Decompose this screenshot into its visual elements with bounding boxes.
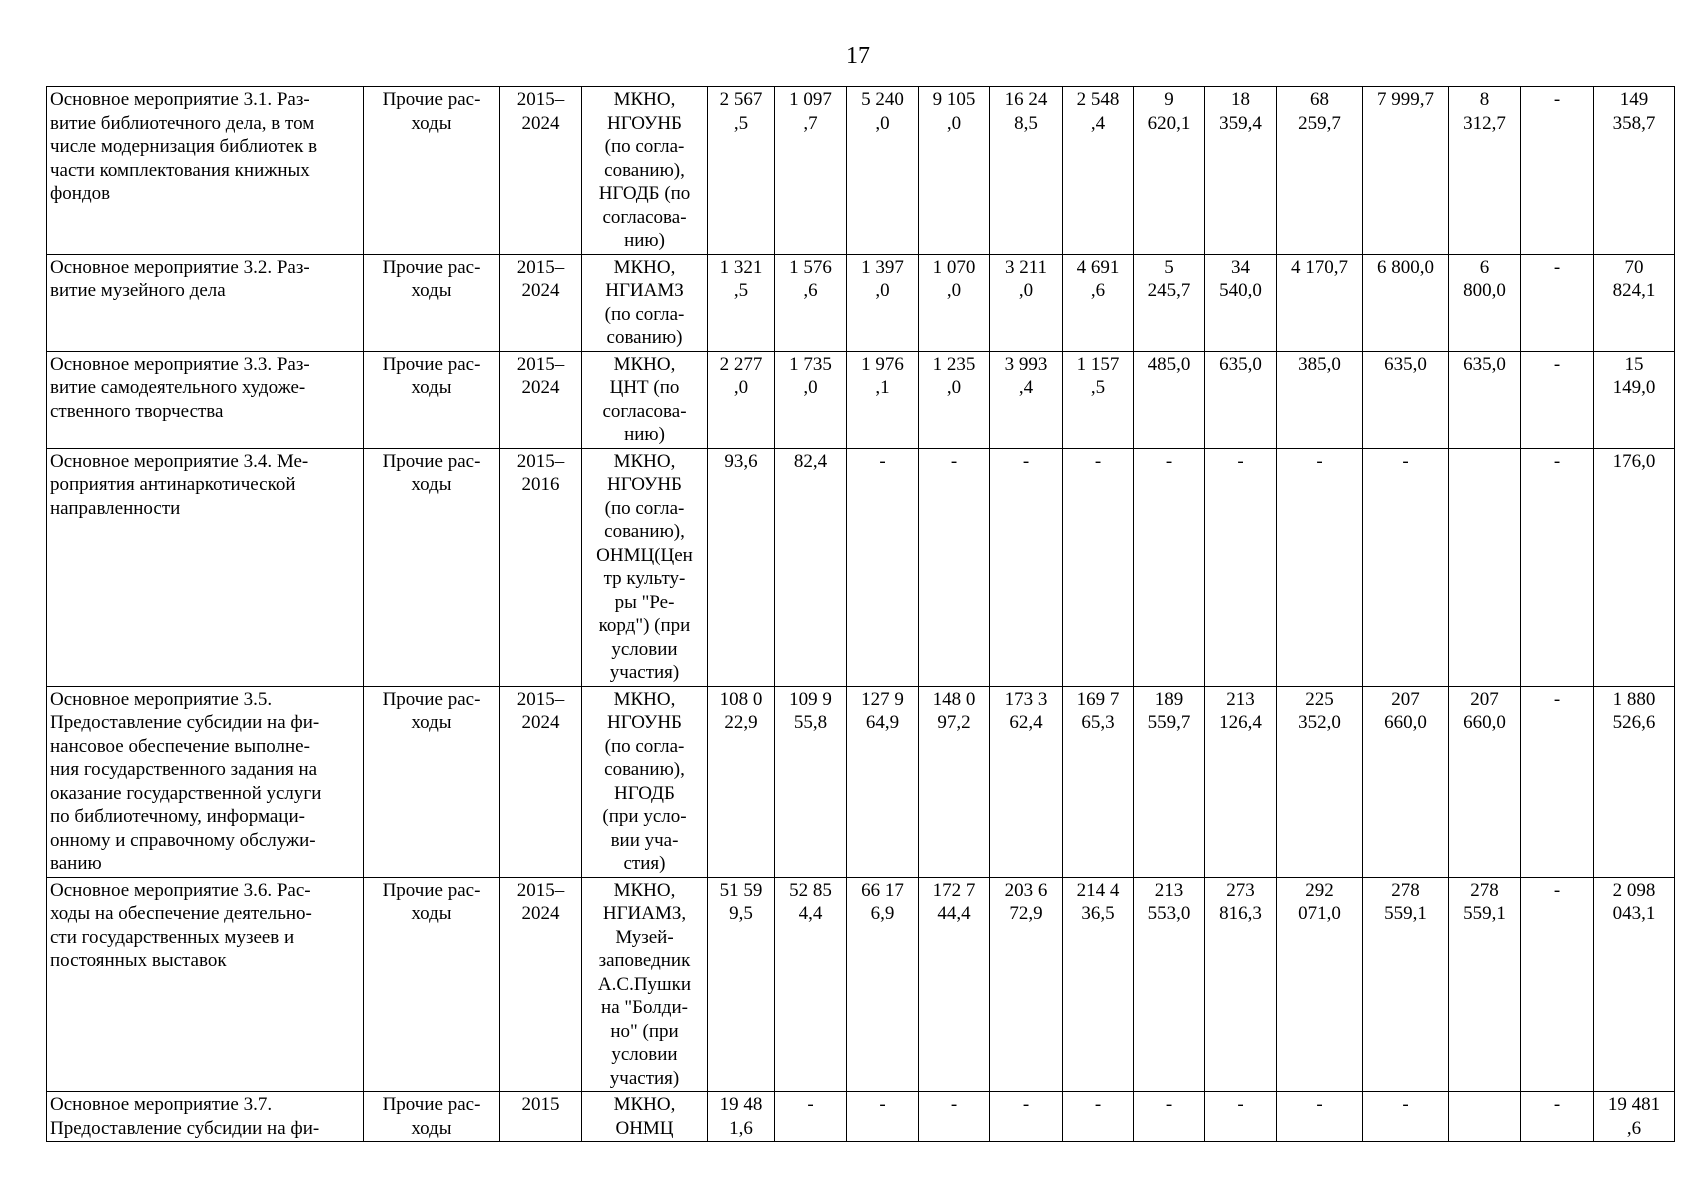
- value-cell: 2 277 ,0: [708, 351, 775, 448]
- years-cell: 2015: [500, 1092, 582, 1142]
- value-cell: -: [1205, 448, 1277, 686]
- event-name-cell: Основное мероприятие 3.3. Раз- витие самодеятельного художе- ственного творчества: [47, 351, 364, 448]
- table-row: [47, 1092, 1675, 1142]
- years-cell: 2015– 2024: [500, 254, 582, 351]
- value-cell: 66 17 6,9: [847, 877, 919, 1092]
- event-name-cell: Основное мероприятие 3.7. Предоставление субсидии на фи-: [47, 1092, 364, 1142]
- value-cell: 4 691 ,6: [1063, 254, 1134, 351]
- value-cell: 93,6: [708, 448, 775, 686]
- value-cell: 68 259,7: [1277, 87, 1363, 255]
- value-cell: -: [1521, 87, 1594, 255]
- executor-cell: МКНО, НГИАМЗ (по согла- сованию): [582, 254, 708, 351]
- table-body: [47, 87, 1675, 1142]
- value-cell: 278 559,1: [1449, 877, 1521, 1092]
- total-value-cell: 70 824,1: [1594, 254, 1675, 351]
- value-cell: 635,0: [1205, 351, 1277, 448]
- value-cell: 214 4 36,5: [1063, 877, 1134, 1092]
- value-cell: -: [1521, 351, 1594, 448]
- value-cell: -: [990, 448, 1063, 686]
- value-cell: 273 816,3: [1205, 877, 1277, 1092]
- value-cell: 2 548 ,4: [1063, 87, 1134, 255]
- value-cell: 5 240 ,0: [847, 87, 919, 255]
- years-cell: 2015– 2024: [500, 686, 582, 877]
- value-cell: -: [1063, 448, 1134, 686]
- value-cell: -: [990, 1092, 1063, 1142]
- funding-source-cell: Прочие рас- ходы: [364, 1092, 500, 1142]
- value-cell: 8 312,7: [1449, 87, 1521, 255]
- years-cell: 2015– 2024: [500, 87, 582, 255]
- value-cell: 225 352,0: [1277, 686, 1363, 877]
- value-cell: 34 540,0: [1205, 254, 1277, 351]
- value-cell: -: [1521, 254, 1594, 351]
- value-cell: 108 0 22,9: [708, 686, 775, 877]
- value-cell: 2 567 ,5: [708, 87, 775, 255]
- page-number: 17: [846, 43, 870, 69]
- table-row: [47, 877, 1675, 1092]
- value-cell: 6 800,0: [1449, 254, 1521, 351]
- value-cell: 3 211 ,0: [990, 254, 1063, 351]
- value-cell: -: [1363, 448, 1449, 686]
- value-cell: -: [1521, 686, 1594, 877]
- value-cell: 213 126,4: [1205, 686, 1277, 877]
- total-value-cell: 176,0: [1594, 448, 1675, 686]
- value-cell: 1 157 ,5: [1063, 351, 1134, 448]
- event-name-cell: Основное мероприятие 3.4. Ме- роприятия антинаркотической направленности: [47, 448, 364, 686]
- executor-cell: МКНО, НГИАМЗ, Музей- заповедник А.С.Пушки на "Болди- но" (при условии участия): [582, 877, 708, 1092]
- value-cell: 1 097 ,7: [775, 87, 847, 255]
- value-cell: 1 397 ,0: [847, 254, 919, 351]
- value-cell: 7 999,7: [1363, 87, 1449, 255]
- value-cell: -: [1134, 448, 1205, 686]
- executor-cell: МКНО, НГОУНБ (по согла- сованию), ОНМЦ(Цен тр культу- ры "Ре- корд") (при условии участия): [582, 448, 708, 686]
- value-cell: -: [1277, 448, 1363, 686]
- value-cell: -: [1134, 1092, 1205, 1142]
- value-cell: 635,0: [1363, 351, 1449, 448]
- value-cell: 3 993 ,4: [990, 351, 1063, 448]
- value-cell: -: [919, 1092, 990, 1142]
- years-cell: 2015– 2016: [500, 448, 582, 686]
- value-cell: 52 85 4,4: [775, 877, 847, 1092]
- table-row: [47, 686, 1675, 877]
- value-cell: [1449, 448, 1521, 686]
- value-cell: 16 24 8,5: [990, 87, 1063, 255]
- value-cell: 1 235 ,0: [919, 351, 990, 448]
- value-cell: 278 559,1: [1363, 877, 1449, 1092]
- event-name-cell: Основное мероприятие 3.2. Раз- витие музейного дела: [47, 254, 364, 351]
- value-cell: 1 070 ,0: [919, 254, 990, 351]
- value-cell: 189 559,7: [1134, 686, 1205, 877]
- value-cell: 203 6 72,9: [990, 877, 1063, 1092]
- total-value-cell: 19 481 ,6: [1594, 1092, 1675, 1142]
- years-cell: 2015– 2024: [500, 351, 582, 448]
- value-cell: 109 9 55,8: [775, 686, 847, 877]
- value-cell: -: [1521, 448, 1594, 686]
- funding-source-cell: Прочие рас- ходы: [364, 448, 500, 686]
- executor-cell: МКНО, НГОУНБ (по согла- сованию), НГОДБ (при усло- вии уча- стия): [582, 686, 708, 877]
- value-cell: 207 660,0: [1363, 686, 1449, 877]
- value-cell: 213 553,0: [1134, 877, 1205, 1092]
- value-cell: 9 105 ,0: [919, 87, 990, 255]
- value-cell: 169 7 65,3: [1063, 686, 1134, 877]
- value-cell: 1 735 ,0: [775, 351, 847, 448]
- value-cell: 148 0 97,2: [919, 686, 990, 877]
- event-name-cell: Основное мероприятие 3.6. Рас- ходы на обеспечение деятельно- сти государственных музеев и постоянных выставок: [47, 877, 364, 1092]
- value-cell: -: [1205, 1092, 1277, 1142]
- value-cell: -: [847, 1092, 919, 1142]
- value-cell: 1 321 ,5: [708, 254, 775, 351]
- value-cell: 9 620,1: [1134, 87, 1205, 255]
- table-row: [47, 254, 1675, 351]
- budget-table: [46, 86, 1675, 1142]
- funding-source-cell: Прочие рас- ходы: [364, 877, 500, 1092]
- event-name-cell: Основное мероприятие 3.5. Предоставление субсидии на фи- нансовое обеспечение выполне- ния государственного задания на оказание государственной услуги по библиотечному, информаци- онному и справочному обслужи- ванию: [47, 686, 364, 877]
- value-cell: [1449, 1092, 1521, 1142]
- value-cell: -: [1063, 1092, 1134, 1142]
- funding-source-cell: Прочие рас- ходы: [364, 254, 500, 351]
- value-cell: 19 48 1,6: [708, 1092, 775, 1142]
- value-cell: 4 170,7: [1277, 254, 1363, 351]
- years-cell: 2015– 2024: [500, 877, 582, 1092]
- funding-source-cell: Прочие рас- ходы: [364, 351, 500, 448]
- table-row: [47, 87, 1675, 255]
- value-cell: 635,0: [1449, 351, 1521, 448]
- value-cell: -: [1521, 877, 1594, 1092]
- value-cell: 18 359,4: [1205, 87, 1277, 255]
- total-value-cell: 15 149,0: [1594, 351, 1675, 448]
- value-cell: 485,0: [1134, 351, 1205, 448]
- total-value-cell: 149 358,7: [1594, 87, 1675, 255]
- executor-cell: МКНО, ОНМЦ: [582, 1092, 708, 1142]
- funding-source-cell: Прочие рас- ходы: [364, 87, 500, 255]
- value-cell: -: [1363, 1092, 1449, 1142]
- value-cell: -: [775, 1092, 847, 1142]
- value-cell: 51 59 9,5: [708, 877, 775, 1092]
- value-cell: 5 245,7: [1134, 254, 1205, 351]
- value-cell: -: [919, 448, 990, 686]
- table-row: [47, 351, 1675, 448]
- value-cell: -: [1521, 1092, 1594, 1142]
- table-row: [47, 448, 1675, 686]
- event-name-cell: Основное мероприятие 3.1. Раз- витие библиотечного дела, в том числе модернизация библиотек в части комплектования книжных фондов: [47, 87, 364, 255]
- value-cell: 1 576 ,6: [775, 254, 847, 351]
- value-cell: -: [1277, 1092, 1363, 1142]
- value-cell: 385,0: [1277, 351, 1363, 448]
- total-value-cell: 2 098 043,1: [1594, 877, 1675, 1092]
- funding-source-cell: Прочие рас- ходы: [364, 686, 500, 877]
- executor-cell: МКНО, ЦНТ (по согласова- нию): [582, 351, 708, 448]
- value-cell: 82,4: [775, 448, 847, 686]
- value-cell: 6 800,0: [1363, 254, 1449, 351]
- value-cell: 1 976 ,1: [847, 351, 919, 448]
- executor-cell: МКНО, НГОУНБ (по согла- сованию), НГОДБ (по согласова- нию): [582, 87, 708, 255]
- value-cell: 292 071,0: [1277, 877, 1363, 1092]
- value-cell: 207 660,0: [1449, 686, 1521, 877]
- total-value-cell: 1 880 526,6: [1594, 686, 1675, 877]
- value-cell: 173 3 62,4: [990, 686, 1063, 877]
- value-cell: 127 9 64,9: [847, 686, 919, 877]
- value-cell: 172 7 44,4: [919, 877, 990, 1092]
- value-cell: -: [847, 448, 919, 686]
